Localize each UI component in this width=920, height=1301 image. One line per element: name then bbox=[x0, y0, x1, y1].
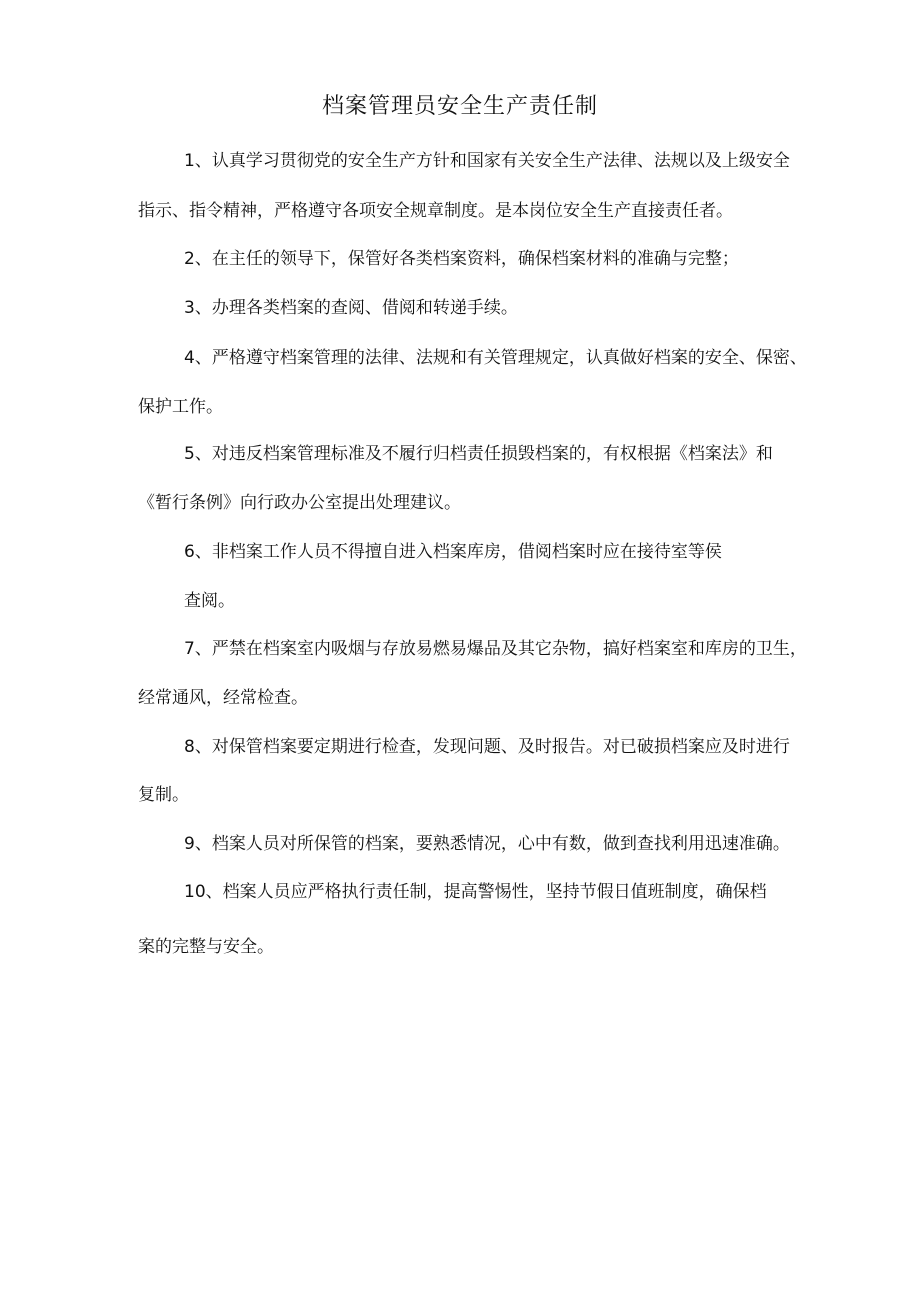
rule-10-line-1: 10、档案人员应严格执行责任制，提高警惕性，坚持节假日值班制度，确保档 bbox=[184, 882, 767, 902]
rule-1-line-1: 1、认真学习贯彻党的安全生产方针和国家有关安全生产法律、法规以及上级安全 bbox=[184, 151, 790, 171]
rule-4-line-1: 4、严格遵守档案管理的法律、法规和有关管理规定，认真做好档案的安全、保密、 bbox=[184, 348, 807, 368]
document-title: 档案管理员安全生产责任制 bbox=[321, 94, 598, 119]
rule-10-line-2: 案的完整与安全。 bbox=[138, 937, 274, 957]
rule-1-line-2: 指示、指令精神，严格遵守各项安全规章制度。是本岗位安全生产直接责任者。 bbox=[138, 201, 733, 221]
rule-6-line-1: 6、非档案工作人员不得擅自进入档案库房，借阅档案时应在接待室等侯 bbox=[184, 542, 722, 562]
rule-9-line-1: 9、档案人员对所保管的档案，要熟悉情况，心中有数，做到查找利用迅速准确。 bbox=[184, 834, 790, 854]
rule-4-line-2: 保护工作。 bbox=[138, 397, 223, 417]
rule-3-line-1: 3、办理各类档案的查阅、借阅和转递手续。 bbox=[184, 298, 518, 318]
rule-2-line-1: 2、在主任的领导下，保管好各类档案资料，确保档案材料的准确与完整； bbox=[184, 249, 739, 269]
rule-7-line-1: 7、严禁在档案室内吸烟与存放易燃易爆品及其它杂物，搞好档案室和库房的卫生， bbox=[184, 639, 807, 659]
rule-5-line-1: 5、对违反档案管理标准及不履行归档责任损毁档案的，有权根据《档案法》和 bbox=[184, 444, 773, 464]
rule-5-line-2: 《暂行条例》向行政办公室提出处理建议。 bbox=[138, 493, 461, 513]
rule-8-line-2: 复制。 bbox=[138, 785, 189, 805]
rule-6-line-2: 查阅。 bbox=[184, 591, 235, 611]
rule-8-line-1: 8、对保管档案要定期进行检查，发现问题、及时报告。对已破损档案应及时进行 bbox=[184, 737, 790, 757]
rule-7-line-2: 经常通风，经常检查。 bbox=[138, 688, 308, 708]
